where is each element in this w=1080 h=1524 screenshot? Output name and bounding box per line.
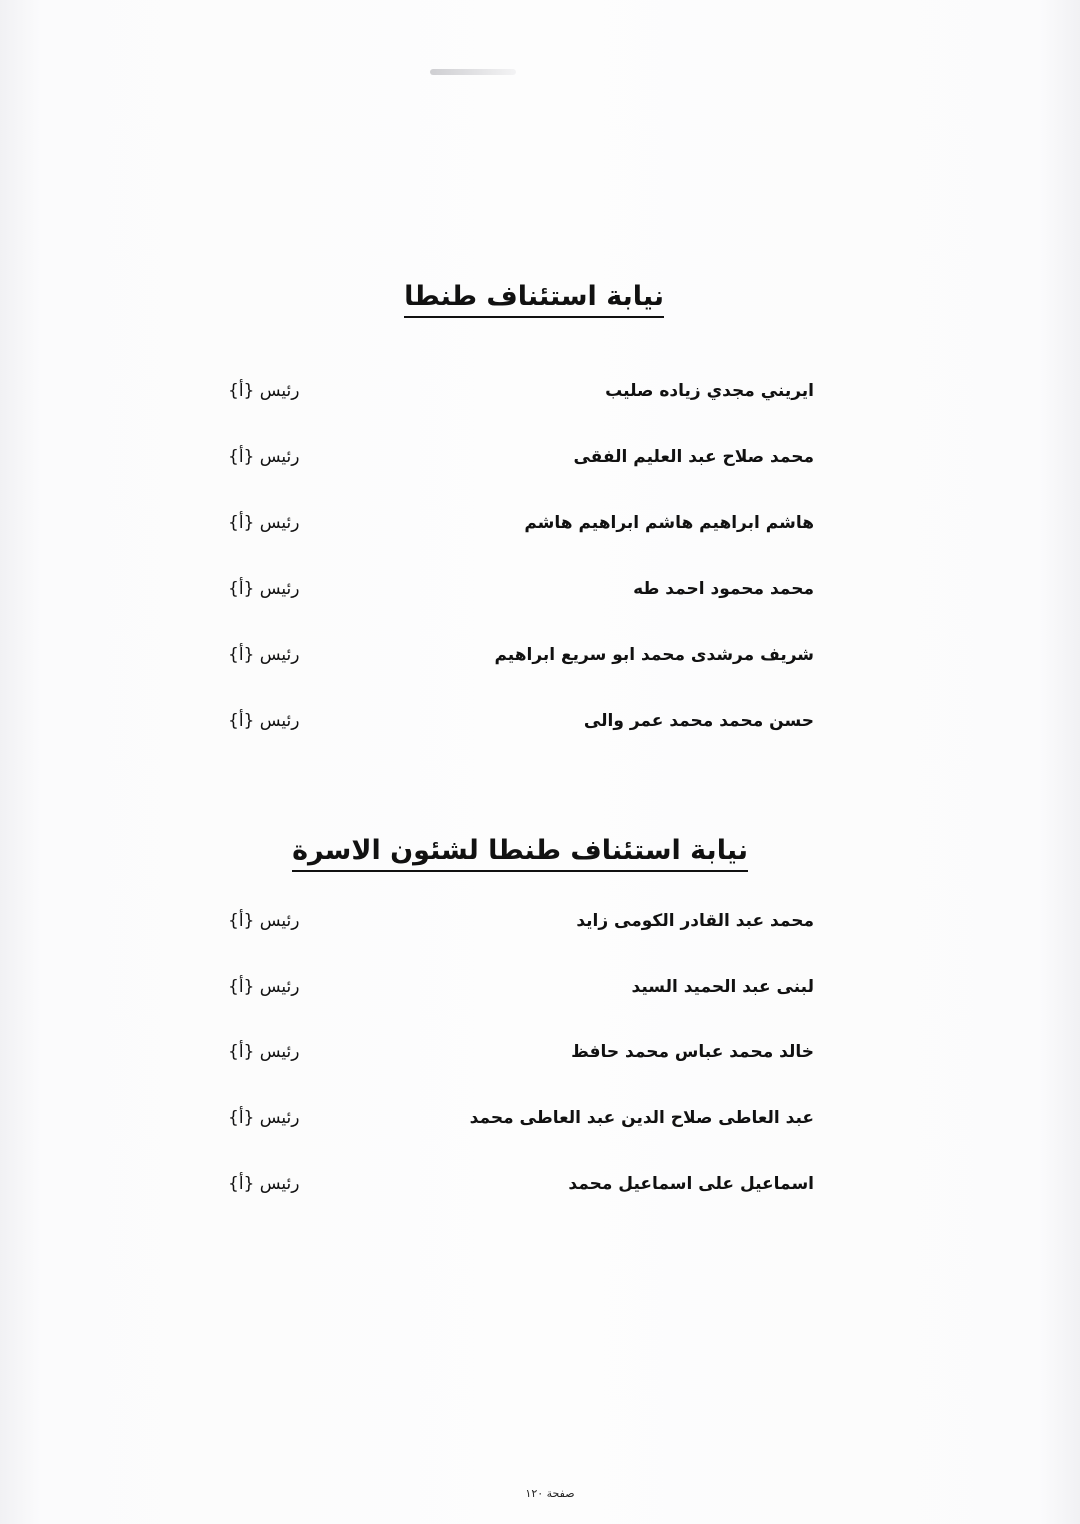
list-item [228,506,814,540]
section-title-family-affairs: نيابة استئناف طنطا لشئون الاسرة [292,834,748,872]
person-rank: رئيس {أ} [228,711,300,731]
person-name: ايريني مجدي زياده صليب [605,381,814,401]
person-rank: رئيس {أ} [228,381,300,401]
list-item [228,1101,814,1135]
person-name: حسن محمد محمد عمر والى [583,711,814,731]
list-item [228,1035,814,1069]
page-number: صفحة ١٢٠ [525,1487,575,1500]
list-item [228,704,814,738]
person-name: محمد محمود احمد طه [633,579,814,599]
person-name: اسماعيل على اسماعيل محمد [568,1174,814,1194]
person-name: هاشم ابراهيم هاشم ابراهيم هاشم [524,513,814,533]
person-rank: رئيس {أ} [228,977,300,997]
person-name: محمد عبد القادر الكومى زايد [576,911,814,931]
person-name: شريف مرشدى محمد ابو سريع ابراهيم [494,645,814,665]
person-rank: رئيس {أ} [228,1174,300,1194]
person-name: محمد صلاح عبد العليم الفقى [573,447,814,467]
person-rank: رئيس {أ} [228,645,300,665]
list-item [228,374,814,408]
person-name: عبد العاطى صلاح الدين عبد العاطى محمد [469,1108,814,1128]
person-rank: رئيس {أ} [228,911,300,931]
list-item [228,904,814,938]
scan-artifact [430,69,516,75]
list-item [228,440,814,474]
person-rank: رئيس {أ} [228,579,300,599]
list-item [228,638,814,672]
list-item [228,1167,814,1201]
section-title-appeal-prosecution: نيابة استئناف طنطا [404,280,664,318]
person-rank: رئيس {أ} [228,1042,300,1062]
list-item [228,572,814,606]
person-rank: رئيس {أ} [228,513,300,533]
person-name: لبنى عبد الحميد السيد [631,977,814,997]
list-item [228,970,814,1004]
person-rank: رئيس {أ} [228,1108,300,1128]
person-name: خالد محمد عباس محمد حافظ [571,1042,814,1062]
person-rank: رئيس {أ} [228,447,300,467]
